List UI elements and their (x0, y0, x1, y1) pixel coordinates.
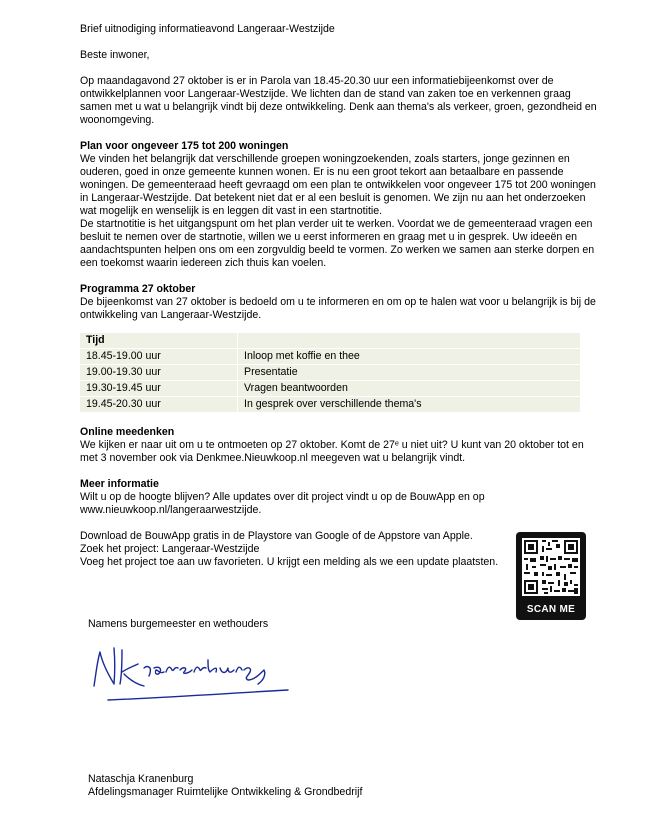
qr-code-icon (522, 538, 580, 596)
table-row (80, 349, 580, 365)
signer-name: Nataschja Kranenburg (88, 773, 194, 785)
table-cell-activity: Vragen beantwoorden (238, 381, 581, 397)
letter-body (80, 23, 600, 569)
qr-code[interactable] (516, 532, 586, 620)
plan-paragraph-2: De startnotitie is het uitgangspunt om het plan verder uit te werken. Voordat we de gemeenteraad vragen een besluit te nemen over de startnotie, willen we u eerst informeren en graag met u in gesprek. Uw ideeën en aandachtspunten helpen ons om een zorgvuldig beeld te vormen. Zo werken we samen aan sterke dorpen en een toekomst waarin iedereen zich thuis kan voelen. (80, 218, 595, 269)
table-header-cell (238, 333, 581, 349)
table-cell-time: 19.30-19.45 uur (80, 381, 238, 397)
table-cell-activity: Inloop met koffie en thee (238, 349, 581, 365)
online-paragraph: We kijken er naar uit om u te ontmoeten op 27 oktober. Komt de 27ᵉ u niet uit? U kunt van 20 oktober tot en met 3 november ook via Denkmee.Nieuwkoop.nl meegeven wat u belangrijk vindt. (80, 439, 584, 464)
letter-title: Brief uitnodiging informatieavond Langeraar-Westzijde (80, 23, 335, 35)
section-heading-plan: Plan voor ongeveer 175 tot 200 woningen (80, 140, 289, 152)
signer-role: Afdelingsmanager Ruimtelijke Ontwikkeling & Grondbedrijf (88, 786, 363, 798)
info-paragraph-1: Wilt u op de hoogte blijven? Alle updates over dit project vindt u op de BouwApp en op www.nieuwkoop.nl/langeraarwestzijde. (80, 491, 485, 516)
table-row (80, 381, 580, 397)
table-cell-time: 19.45-20.30 uur (80, 397, 238, 413)
signature-text: N Kranenburg (88, 640, 95, 641)
signer-block (88, 773, 362, 799)
bouwapp-block (80, 530, 508, 569)
table-header-cell: Tijd (80, 333, 238, 349)
table-cell-activity: Presentatie (238, 365, 581, 381)
table-cell-activity: In gesprek over verschillende thema's (238, 397, 581, 413)
table-row (80, 397, 580, 413)
closing-block (88, 618, 468, 631)
scan-me-label: SCAN ME (526, 604, 576, 615)
programma-paragraph: De bijeenkomst van 27 oktober is bedoeld om u te informeren en om op te halen wat voor u belangrijk is bij de ontwikkeling van Langeraar-Westzijde. (80, 296, 596, 321)
bouwapp-line-1: Download de BouwApp gratis in de Playstore van Google of de Appstore van Apple. (80, 530, 473, 542)
section-heading-online: Online meedenken (80, 426, 175, 438)
bouwapp-line-3: Voeg het project toe aan uw favorieten. U krijgt een melding als we een update plaatsten. (80, 556, 499, 568)
closing-text: Namens burgemeester en wethouders (88, 618, 269, 630)
salutation: Beste inwoner, (80, 49, 150, 61)
bouwapp-line-2: Zoek het project: Langeraar-Westzijde (80, 543, 260, 555)
section-heading-programma: Programma 27 oktober (80, 283, 196, 295)
table-header-row (80, 333, 580, 349)
signature-image (88, 640, 318, 710)
plan-paragraph-1: We vinden het belangrijk dat verschillende groepen woningzoekenden, zoals starters, jonge gezinnen en ouderen, goed in onze gemeente kunnen wonen. Er is nu een groot tekort aan betaalbare en passende woningen. De gemeenteraad heeft gevraagd om een plan te ontwikkelen voor ongeveer 175 tot 200 woningen in Langeraar-Westzijde. Dat betekent niet dat er al een besluit is genomen. We zijn nu aan het onderzoeken wat mogelijk en wenselijk is en leggen dit vast in een startnotitie. (80, 153, 596, 217)
table-cell-time: 18.45-19.00 uur (80, 349, 238, 365)
table-row (80, 365, 580, 381)
programme-table (80, 333, 580, 413)
section-heading-info: Meer informatie (80, 478, 159, 490)
intro-paragraph: Op maandagavond 27 oktober is er in Parola van 18.45-20.30 uur een informatiebijeenkomst over de ontwikkelplannen voor Langeraar-Westzijde. We lichten dan de stand van zaken toe en verkennen graag samen met u wat u belangrijk vindt bij deze ontwikkeling. Denk aan thema's als verkeer, groen, gezondheid en woonomgeving. (80, 75, 597, 126)
table-cell-time: 19.00-19.30 uur (80, 365, 238, 381)
